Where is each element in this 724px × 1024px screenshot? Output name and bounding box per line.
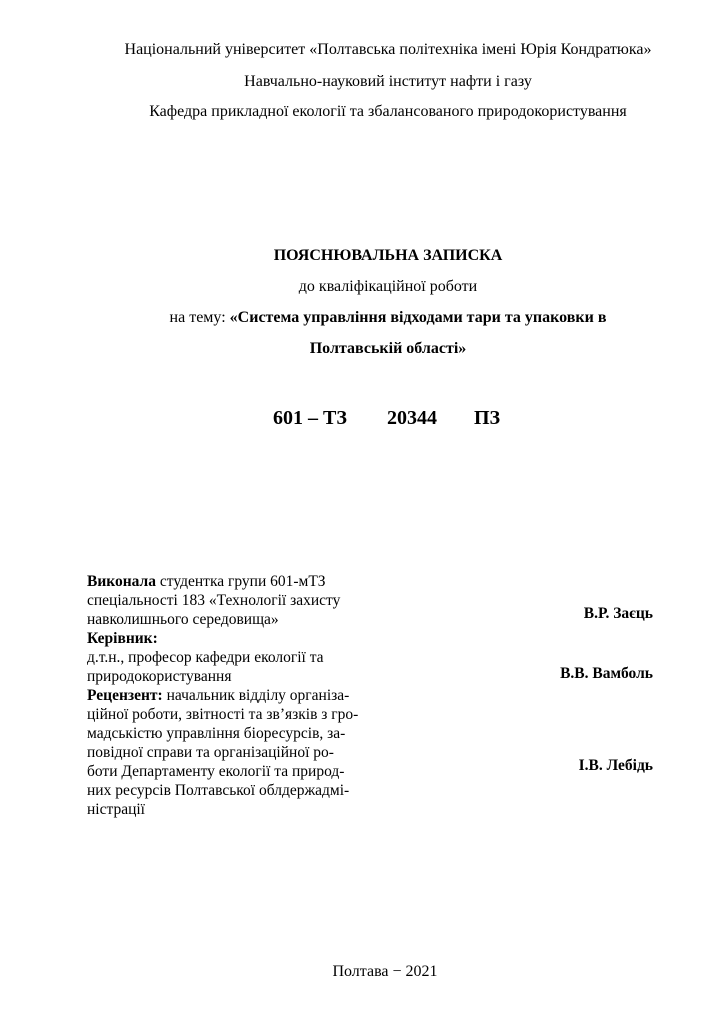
reviewer-label: Рецензент: xyxy=(87,687,163,704)
reviewer-text: них ресурсів Полтавської облдержадмі- xyxy=(87,782,350,799)
topic-prefix: на тему: xyxy=(169,309,230,326)
performer-text: навколишнього середовища» xyxy=(87,611,279,628)
performer-line xyxy=(87,572,326,591)
performer-label: Виконала xyxy=(87,573,157,590)
performer-name: В.Р. Заєць xyxy=(583,605,653,622)
reviewer-text: начальник відділу організа- xyxy=(162,687,350,704)
code-part-3: ПЗ xyxy=(474,407,501,429)
university-name: Національний університет «Полтавська політехніка імені Юрія Кондратюка» xyxy=(124,41,652,58)
supervisor-label: Керівник: xyxy=(87,630,158,647)
city-year: Полтава − 2021 xyxy=(332,963,438,980)
topic-line-2: Полтавській області» xyxy=(309,340,467,357)
supervisor-text: природокористування xyxy=(87,668,232,685)
performer-text: студентка групи 601-мТЗ xyxy=(156,573,326,590)
topic-line-1 xyxy=(0,309,724,327)
department-name: Кафедра прикладної екології та збалансованого природокористування xyxy=(149,103,627,120)
supervisor-text: д.т.н., професор кафедри екології та xyxy=(87,649,324,666)
reviewer-line xyxy=(87,686,349,705)
reviewer-name: І.В. Лебідь xyxy=(578,757,653,774)
reviewer-text: мадськістю управління біоресурсів, за- xyxy=(87,725,346,742)
reviewer-text: повідної справи та організаційної ро- xyxy=(87,744,334,761)
institute-name: Навчально-науковий інститут нафти і газу xyxy=(244,73,532,90)
code-part-2: 20344 xyxy=(387,407,437,429)
topic-title: «Система управління відходами тари та упаковки в xyxy=(229,309,607,326)
document-subheading: до кваліфікаційної роботи xyxy=(298,278,478,295)
reviewer-text: ністрації xyxy=(87,801,145,818)
code-part-1: 601 – ТЗ xyxy=(273,407,347,429)
reviewer-text: ційної роботи, звітності та зв’язків з гро- xyxy=(87,706,359,723)
supervisor-name: В.В. Вамболь xyxy=(560,665,653,682)
document-heading: ПОЯСНЮВАЛЬНА ЗАПИСКА xyxy=(273,247,503,264)
reviewer-text: боти Департаменту екології та природ- xyxy=(87,763,345,780)
performer-text: спеціальності 183 «Технології захисту xyxy=(87,592,341,609)
